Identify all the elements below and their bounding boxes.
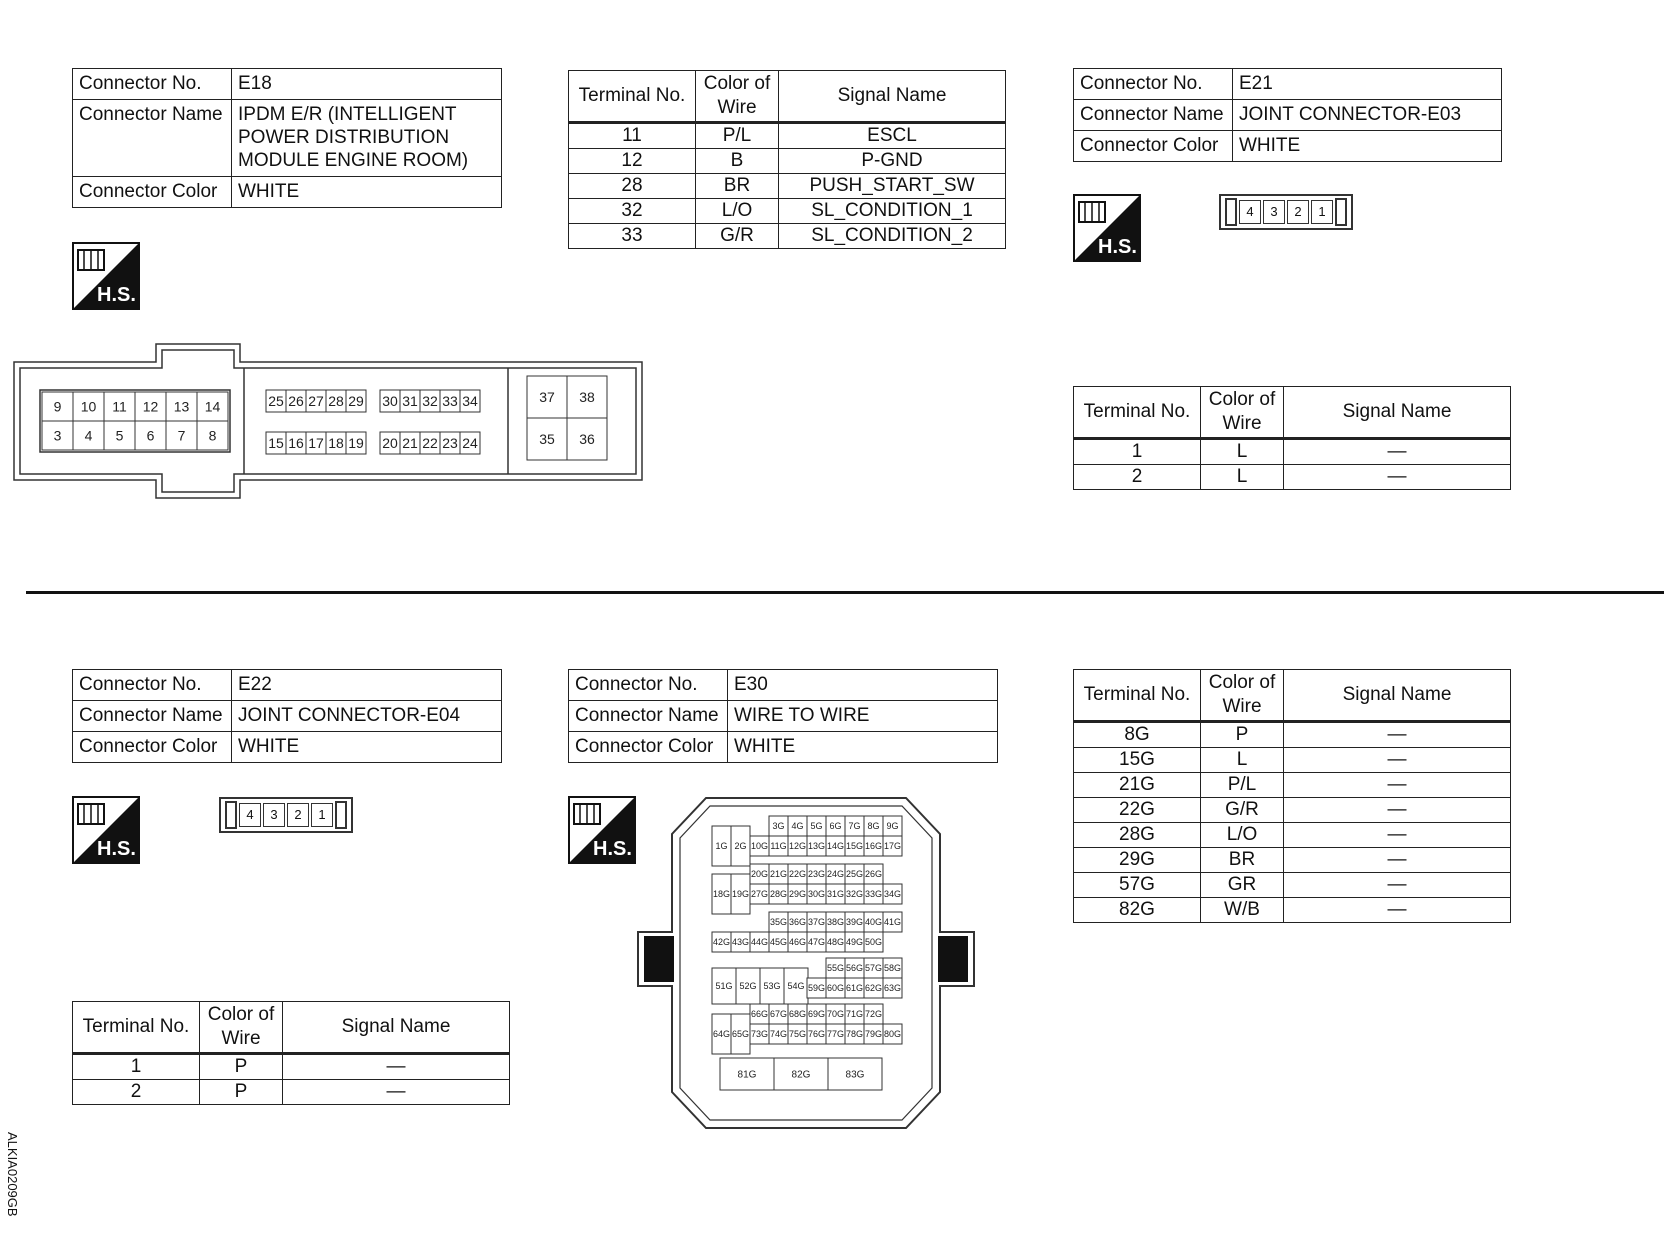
figure-code: ALKIA0209GB bbox=[5, 1132, 20, 1217]
pin: 1 bbox=[311, 803, 333, 827]
pin-label: 69G bbox=[807, 1009, 826, 1020]
hs-label: H.S. bbox=[97, 284, 136, 306]
signal-name-cell: SL_CONDITION_1 bbox=[779, 199, 1006, 224]
terminal-no-cell: 28G bbox=[1074, 823, 1201, 848]
pin-label: 46G bbox=[788, 937, 807, 948]
signal-name-cell: PUSH_START_SW bbox=[779, 174, 1006, 199]
pin-label: 24 bbox=[462, 435, 478, 452]
table-row bbox=[569, 174, 1006, 199]
pin-label: 24G bbox=[826, 869, 845, 880]
pin-label: 1G bbox=[715, 841, 728, 852]
connector-lock bbox=[1335, 198, 1347, 226]
pin-label: 23 bbox=[442, 435, 458, 452]
pin-label: 59G bbox=[807, 983, 826, 994]
pin-label: 23G bbox=[807, 869, 826, 880]
connector-lock bbox=[225, 801, 237, 829]
pin-label: 39G bbox=[845, 917, 864, 928]
pin-label: 45G bbox=[769, 937, 788, 948]
pin-label: 17G bbox=[883, 841, 902, 852]
terminal-no-header: Terminal No. bbox=[73, 1002, 200, 1054]
pin: 1 bbox=[1311, 200, 1333, 224]
harness-side-icon bbox=[72, 242, 140, 310]
pin-label: 51G bbox=[715, 981, 733, 992]
pin-label: 30G bbox=[807, 889, 826, 900]
connector-name-value bbox=[232, 100, 502, 177]
e30-connector-info bbox=[568, 669, 998, 763]
pin-label: 61G bbox=[845, 983, 864, 994]
table-row bbox=[1074, 722, 1511, 748]
e21-terminal-table bbox=[1073, 386, 1511, 490]
pin-label: 6 bbox=[146, 427, 155, 444]
pin-label: 58G bbox=[883, 963, 902, 974]
signal-name-cell: — bbox=[1284, 773, 1511, 798]
signal-name-cell: — bbox=[1284, 898, 1511, 923]
connector-name-line: IPDM E/R (INTELLIGENT bbox=[238, 104, 457, 125]
pin-label: 62G bbox=[864, 983, 883, 994]
harness-side-icon bbox=[72, 796, 140, 864]
wire-color-cell: L/O bbox=[1201, 823, 1284, 848]
connector-no-label: Connector No. bbox=[73, 69, 232, 100]
signal-name-cell: — bbox=[1284, 873, 1511, 898]
pin-label: 15 bbox=[268, 435, 284, 452]
connector-color-label: Connector Color bbox=[73, 177, 232, 208]
connector-color-label: Connector Color bbox=[73, 732, 232, 763]
e30-connector-face bbox=[636, 796, 976, 1130]
wire-color-cell: GR bbox=[1201, 873, 1284, 898]
pin-label: 37 bbox=[539, 389, 555, 406]
wire-color-cell: W/B bbox=[1201, 898, 1284, 923]
pin-label: 7 bbox=[177, 427, 186, 444]
terminal-no-cell: 82G bbox=[1074, 898, 1201, 923]
pin-label: 63G bbox=[883, 983, 902, 994]
signal-name-cell: — bbox=[1284, 823, 1511, 848]
connector-color-value: WHITE bbox=[232, 732, 502, 763]
pin-label: 10G bbox=[750, 841, 769, 852]
pin-label: 31 bbox=[402, 393, 418, 410]
table-row bbox=[569, 149, 1006, 174]
pin-label: 32 bbox=[422, 393, 438, 410]
connector-name-line: MODULE ENGINE ROOM) bbox=[238, 150, 469, 171]
pin-label: 12G bbox=[788, 841, 807, 852]
connector-color-value: WHITE bbox=[1233, 131, 1502, 162]
pin-label: 26G bbox=[864, 869, 883, 880]
terminal-no-cell: 29G bbox=[1074, 848, 1201, 873]
pin-label: 19 bbox=[348, 435, 364, 452]
e18-connector-info bbox=[72, 68, 502, 208]
pin-label: 12 bbox=[142, 398, 159, 415]
pin: 4 bbox=[1239, 200, 1261, 224]
harness-side-icon bbox=[1073, 194, 1141, 262]
connector-name-value: JOINT CONNECTOR-E03 bbox=[1233, 100, 1502, 131]
pin-label: 56G bbox=[845, 963, 864, 974]
pin-label: 20G bbox=[750, 869, 769, 880]
pin-label: 13G bbox=[807, 841, 826, 852]
pin-label: 14G bbox=[826, 841, 845, 852]
pin-label: 68G bbox=[788, 1009, 807, 1020]
signal-name-header: Signal Name bbox=[1284, 387, 1511, 439]
table-row bbox=[1074, 898, 1511, 923]
pin-label: 83G bbox=[845, 1069, 865, 1081]
pin-label: 18G bbox=[712, 889, 731, 900]
terminal-no-header: Terminal No. bbox=[569, 71, 696, 123]
pin-label: 25G bbox=[845, 869, 864, 880]
pin-label: 19G bbox=[731, 889, 750, 900]
connector-lock bbox=[1225, 198, 1237, 226]
pin-label: 8G bbox=[867, 821, 880, 832]
e18-terminal-table bbox=[568, 70, 1006, 249]
terminal-no-cell: 1 bbox=[73, 1054, 200, 1080]
pin-label: 34G bbox=[883, 889, 902, 900]
connector-color-label: Connector Color bbox=[1074, 131, 1233, 162]
pin-label: 27 bbox=[308, 393, 324, 410]
pin-label: 31G bbox=[826, 889, 845, 900]
table-row bbox=[1074, 798, 1511, 823]
table-row bbox=[1074, 439, 1511, 465]
pin-label: 60G bbox=[826, 983, 845, 994]
signal-name-cell: — bbox=[1284, 439, 1511, 465]
signal-name-cell: — bbox=[283, 1080, 510, 1105]
pin-label: 26 bbox=[288, 393, 304, 410]
terminal-no-cell: 15G bbox=[1074, 748, 1201, 773]
pin: 2 bbox=[287, 803, 309, 827]
connector-lock bbox=[335, 801, 347, 829]
pin-label: 79G bbox=[864, 1029, 883, 1040]
wire-color-cell: P bbox=[1201, 722, 1284, 748]
terminal-no-header: Terminal No. bbox=[1074, 670, 1201, 722]
table-row bbox=[569, 224, 1006, 249]
table-row bbox=[1074, 748, 1511, 773]
e22-terminal-table bbox=[72, 1001, 510, 1105]
pin-label: 6G bbox=[829, 821, 842, 832]
connector-no-value: E30 bbox=[728, 670, 998, 701]
pin-label: 29G bbox=[788, 889, 807, 900]
pin-label: 42G bbox=[712, 937, 731, 948]
pin-label: 21G bbox=[769, 869, 788, 880]
pin-label: 36G bbox=[788, 917, 807, 928]
terminal-no-cell: 11 bbox=[569, 123, 696, 149]
pin-label: 40G bbox=[864, 917, 883, 928]
pin-label: 43G bbox=[731, 937, 750, 948]
table-row bbox=[1074, 873, 1511, 898]
pin-label: 30 bbox=[382, 393, 398, 410]
terminal-no-cell: 33 bbox=[569, 224, 696, 249]
wire-color-cell: L bbox=[1201, 748, 1284, 773]
wire-color-header: Color of Wire bbox=[1201, 387, 1284, 439]
pin-label: 9G bbox=[886, 821, 899, 832]
connector-no-value: E18 bbox=[232, 69, 502, 100]
hs-label: H.S. bbox=[593, 838, 632, 860]
connector-color-value: WHITE bbox=[728, 732, 998, 763]
pin-label: 55G bbox=[826, 963, 845, 974]
pin-label: 11 bbox=[112, 398, 127, 415]
pin-label: 65G bbox=[731, 1029, 750, 1040]
pin-label: 16 bbox=[288, 435, 304, 452]
connector-name-label: Connector Name bbox=[1074, 100, 1233, 131]
pin-label: 7G bbox=[848, 821, 861, 832]
signal-name-cell: — bbox=[1284, 722, 1511, 748]
pin-label: 70G bbox=[826, 1009, 845, 1020]
pin-label: 38G bbox=[826, 917, 845, 928]
pin-label: 44G bbox=[750, 937, 769, 948]
pin-label: 47G bbox=[807, 937, 826, 948]
pin-label: 21 bbox=[402, 435, 418, 452]
pin-label: 9 bbox=[53, 398, 62, 415]
table-row bbox=[1074, 465, 1511, 490]
wire-color-cell: BR bbox=[1201, 848, 1284, 873]
pin: 2 bbox=[1287, 200, 1309, 224]
harness-side-icon bbox=[568, 796, 636, 864]
pin-label: 15G bbox=[845, 841, 864, 852]
section-divider bbox=[26, 591, 1664, 594]
signal-name-cell: — bbox=[1284, 798, 1511, 823]
signal-name-cell: ESCL bbox=[779, 123, 1006, 149]
pin-label: 14 bbox=[204, 398, 221, 415]
pin-label: 75G bbox=[788, 1029, 807, 1040]
pin: 3 bbox=[263, 803, 285, 827]
signal-name-header: Signal Name bbox=[779, 71, 1006, 123]
pin-label: 38 bbox=[579, 389, 595, 406]
table-row bbox=[1074, 823, 1511, 848]
pin-label: 2G bbox=[734, 841, 747, 852]
pin-label: 35 bbox=[539, 431, 555, 448]
pin-label: 17 bbox=[308, 435, 324, 452]
pin-label: 33 bbox=[442, 393, 458, 410]
table-row bbox=[1074, 773, 1511, 798]
pin-label: 16G bbox=[864, 841, 883, 852]
pin-label: 72G bbox=[864, 1009, 883, 1020]
terminal-no-cell: 1 bbox=[1074, 439, 1201, 465]
wire-color-header: Color of Wire bbox=[1201, 670, 1284, 722]
signal-name-cell: — bbox=[283, 1054, 510, 1080]
signal-name-cell: SL_CONDITION_2 bbox=[779, 224, 1006, 249]
terminal-no-cell: 2 bbox=[1074, 465, 1201, 490]
terminal-no-cell: 8G bbox=[1074, 722, 1201, 748]
pin-label: 10 bbox=[80, 398, 97, 415]
pin-label: 5G bbox=[810, 821, 823, 832]
pin-label: 13 bbox=[173, 398, 190, 415]
connector-name-label: Connector Name bbox=[73, 100, 232, 177]
e18-connector-face bbox=[10, 340, 646, 502]
pin-label: 18 bbox=[328, 435, 344, 452]
pin-label: 80G bbox=[883, 1029, 902, 1040]
table-row bbox=[569, 199, 1006, 224]
pin-label: 54G bbox=[787, 981, 805, 992]
e21-connector-face bbox=[1219, 194, 1353, 230]
pin-label: 78G bbox=[845, 1029, 864, 1040]
pin-label: 29 bbox=[348, 393, 364, 410]
pin-label: 67G bbox=[769, 1009, 788, 1020]
connector-no-value: E22 bbox=[232, 670, 502, 701]
signal-name-cell: P-GND bbox=[779, 149, 1006, 174]
connector-name-label: Connector Name bbox=[73, 701, 232, 732]
connector-name-line: POWER DISTRIBUTION bbox=[238, 127, 450, 148]
pin-label: 82G bbox=[791, 1069, 811, 1081]
table-row bbox=[73, 1080, 510, 1105]
pin-label: 81G bbox=[737, 1069, 757, 1081]
e22-connector-face bbox=[219, 797, 353, 833]
pin-label: 33G bbox=[864, 889, 883, 900]
terminal-no-header: Terminal No. bbox=[1074, 387, 1201, 439]
terminal-no-cell: 2 bbox=[73, 1080, 200, 1105]
wire-color-cell: L bbox=[1201, 439, 1284, 465]
pin-label: 50G bbox=[864, 937, 883, 948]
wire-color-header: Color of Wire bbox=[200, 1002, 283, 1054]
connector-name-label: Connector Name bbox=[569, 701, 728, 732]
pin-label: 48G bbox=[826, 937, 845, 948]
table-row bbox=[73, 1054, 510, 1080]
connector-no-label: Connector No. bbox=[569, 670, 728, 701]
connector-color-label: Connector Color bbox=[569, 732, 728, 763]
pin-label: 3 bbox=[53, 427, 62, 444]
pin-label: 36 bbox=[579, 431, 595, 448]
pin-label: 74G bbox=[769, 1029, 788, 1040]
connector-name-value: JOINT CONNECTOR-E04 bbox=[232, 701, 502, 732]
wire-color-cell: G/R bbox=[1201, 798, 1284, 823]
wire-color-cell: L/O bbox=[696, 199, 779, 224]
pin-label: 20 bbox=[382, 435, 398, 452]
pin-label: 28G bbox=[769, 889, 788, 900]
e21-connector-info bbox=[1073, 68, 1502, 162]
terminal-no-cell: 12 bbox=[569, 149, 696, 174]
connector-color-value: WHITE bbox=[232, 177, 502, 208]
connector-no-value: E21 bbox=[1233, 69, 1502, 100]
table-row bbox=[1074, 848, 1511, 873]
pin-label: 4G bbox=[791, 821, 804, 832]
terminal-no-cell: 22G bbox=[1074, 798, 1201, 823]
pin-label: 22G bbox=[788, 869, 807, 880]
wire-color-cell: BR bbox=[696, 174, 779, 199]
e22-connector-info bbox=[72, 669, 502, 763]
wire-color-cell: P/L bbox=[696, 123, 779, 149]
signal-name-header: Signal Name bbox=[283, 1002, 510, 1054]
pin-label: 76G bbox=[807, 1029, 826, 1040]
wire-color-cell: P bbox=[200, 1054, 283, 1080]
pin-label: 11G bbox=[770, 841, 787, 852]
pin-label: 8 bbox=[208, 427, 217, 444]
wire-color-cell: P bbox=[200, 1080, 283, 1105]
pin-label: 66G bbox=[750, 1009, 769, 1020]
e30-terminal-table bbox=[1073, 669, 1511, 923]
signal-name-cell: — bbox=[1284, 465, 1511, 490]
signal-name-cell: — bbox=[1284, 848, 1511, 873]
connector-no-label: Connector No. bbox=[1074, 69, 1233, 100]
pin-label: 52G bbox=[739, 981, 757, 992]
pin-label: 25 bbox=[268, 393, 284, 410]
pin-label: 32G bbox=[845, 889, 864, 900]
table-row bbox=[569, 123, 1006, 149]
pin-label: 27G bbox=[750, 889, 769, 900]
pin-label: 22 bbox=[422, 435, 438, 452]
signal-name-header: Signal Name bbox=[1284, 670, 1511, 722]
wire-color-cell: G/R bbox=[696, 224, 779, 249]
pin-label: 49G bbox=[845, 937, 864, 948]
terminal-no-cell: 21G bbox=[1074, 773, 1201, 798]
pin-label: 35G bbox=[769, 917, 788, 928]
pin-label: 73G bbox=[750, 1029, 769, 1040]
e30-left-latch bbox=[644, 936, 674, 982]
pin-label: 77G bbox=[826, 1029, 845, 1040]
wire-color-cell: B bbox=[696, 149, 779, 174]
pin-label: 71G bbox=[845, 1009, 864, 1020]
terminal-no-cell: 32 bbox=[569, 199, 696, 224]
pin-label: 34 bbox=[462, 393, 478, 410]
pin-label: 41G bbox=[883, 917, 902, 928]
wire-color-cell: L bbox=[1201, 465, 1284, 490]
pin-label: 3G bbox=[772, 821, 785, 832]
terminal-no-cell: 28 bbox=[569, 174, 696, 199]
wire-color-cell: P/L bbox=[1201, 773, 1284, 798]
connector-no-label: Connector No. bbox=[73, 670, 232, 701]
pin-label: 4 bbox=[84, 427, 93, 444]
hs-label: H.S. bbox=[97, 838, 136, 860]
pin-label: 57G bbox=[864, 963, 883, 974]
connector-name-value: WIRE TO WIRE bbox=[728, 701, 998, 732]
pin-label: 64G bbox=[712, 1029, 731, 1040]
pin-label: 5 bbox=[115, 427, 124, 444]
pin: 4 bbox=[239, 803, 261, 827]
pin-label: 37G bbox=[807, 917, 826, 928]
signal-name-cell: — bbox=[1284, 748, 1511, 773]
terminal-no-cell: 57G bbox=[1074, 873, 1201, 898]
pin-label: 28 bbox=[328, 393, 344, 410]
hs-label: H.S. bbox=[1098, 236, 1137, 258]
wire-color-header: Color of Wire bbox=[696, 71, 779, 123]
e30-right-latch bbox=[938, 936, 968, 982]
pin: 3 bbox=[1263, 200, 1285, 224]
pin-label: 53G bbox=[763, 981, 781, 992]
